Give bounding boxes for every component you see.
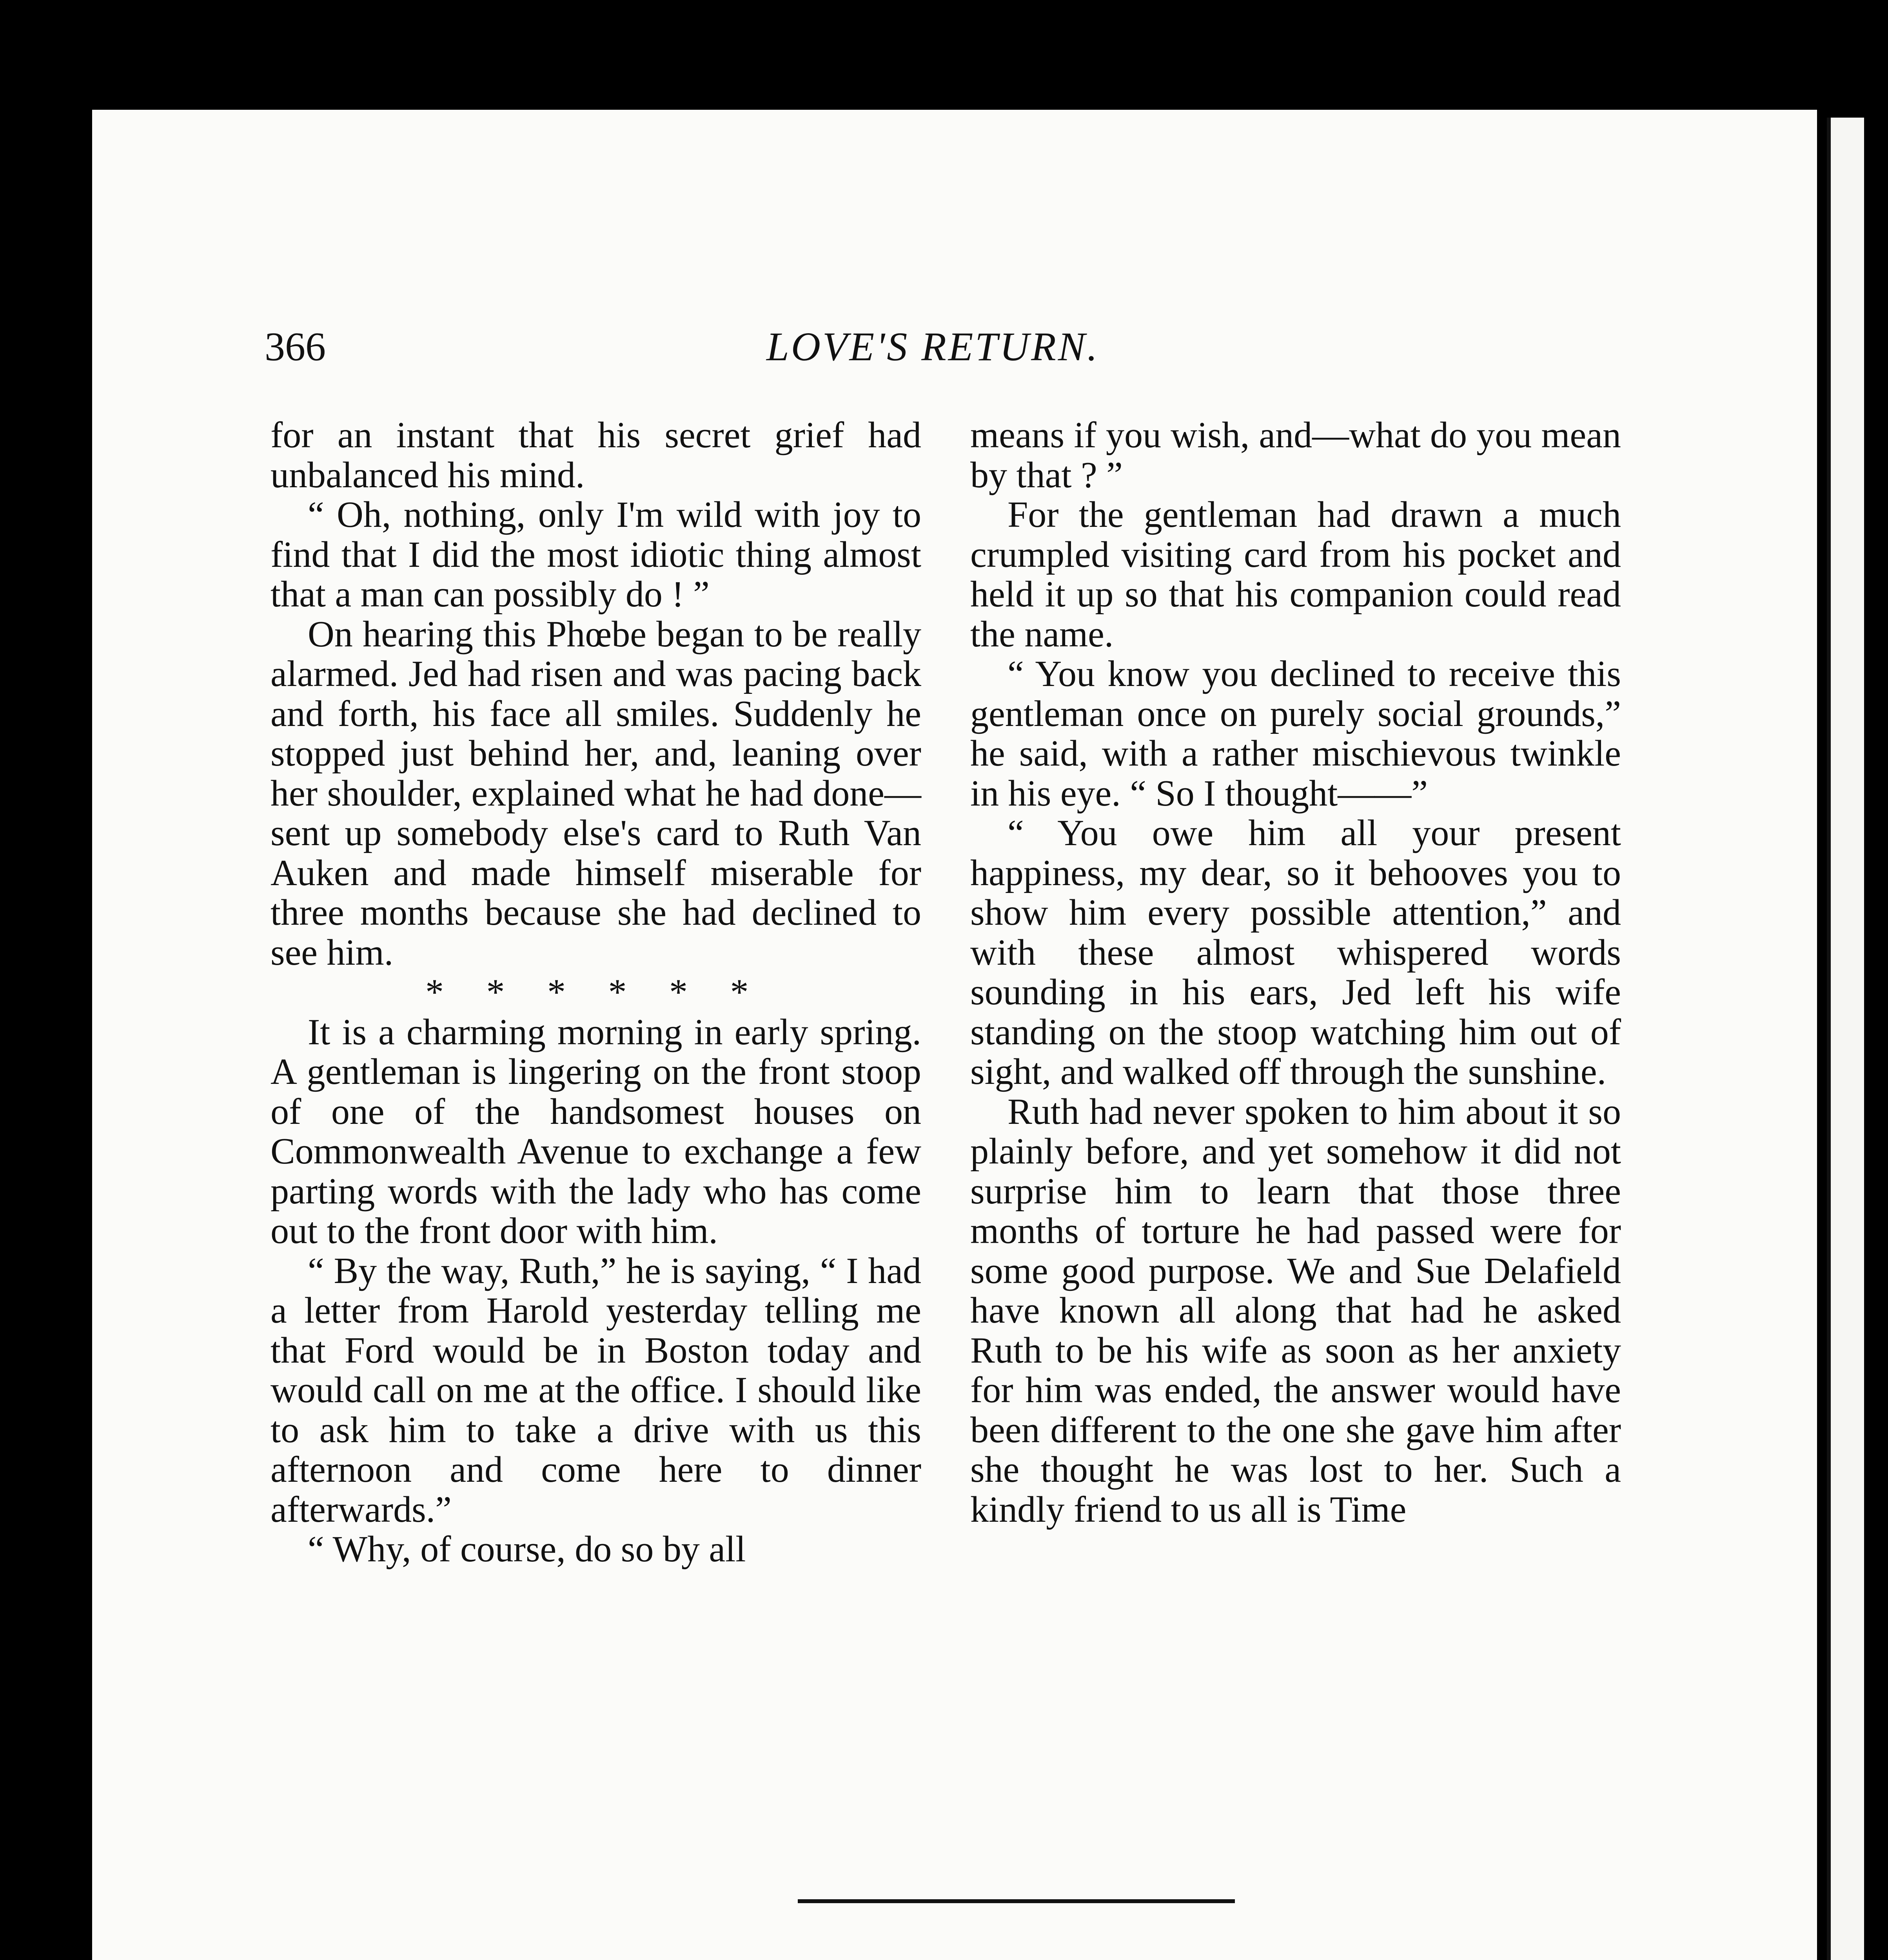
running-head: [92, 323, 1817, 367]
paragraph: “ You owe him all your present happiness, my dear, so it behooves you to show him every possible attention,” and with these almost whispered words sounding in his ears, Jed left his wife standing on the stoop watching him out of sight, and walked off through the sunshine.: [970, 813, 1621, 1092]
magazine-page: [92, 110, 1817, 1960]
paragraph: “ Oh, nothing, only I'm wild with joy to find that I did the most idiotic thing almost that a man can possibly do ! ”: [270, 494, 921, 615]
running-title: LOVE'S RETURN.: [766, 324, 1100, 369]
page-number: 366: [265, 324, 326, 369]
section-separator: * * * * * *: [425, 972, 749, 1013]
section-rule: [798, 1899, 1235, 1903]
paragraph: “ Why, of course, do so by all: [308, 1529, 746, 1570]
left-column: [270, 416, 921, 1570]
paragraph: On hearing this Phœbe began to be really alarmed. Jed had risen and was pacing back and forth, his face all smiles. Suddenly he stopped just behind her, and, leaning over her shoulder, explained what he had done—sent up somebody else's card to Ruth Van Auken and made himself miserable for three months because she had declined to see him.: [270, 613, 921, 973]
paragraph: means if you wish, and—what do you mean by that ? ”: [970, 415, 1621, 495]
paragraph: for an instant that his secret grief had unbalanced his mind.: [270, 415, 921, 495]
paragraph: “ By the way, Ruth,” he is saying, “ I had a letter from Harold yesterday telling me that Ford would be in Boston today and would call on me at the office. I should like to ask him to take a drive with us this afternoon and come here to dinner afterwards.”: [270, 1250, 921, 1530]
next-page-edge: [1827, 118, 1864, 1960]
paragraph: Ruth had never spoken to him about it so plainly before, and yet somehow it did not surprise him to learn that those three months of torture he had passed were for some good purpose. We and Sue Delafield have known all along that had he asked Ruth to be his wife as soon as her anxiety for him was ended, the answer would have been different to the one she gave him after she thought he was lost to her. Such a kindly friend to us all is Time: [970, 1091, 1621, 1530]
paragraph: It is a charming morning in early spring. A gentleman is lingering on the front stoop of one of the handsomest houses on Commonwealth Avenue to exchange a few parting words with the lady who has come out to the front door with him.: [270, 1011, 921, 1251]
paragraph: For the gentleman had drawn a much crumpled visiting card from his pocket and held it up so that his companion could read the name.: [970, 494, 1621, 655]
paragraph: “ You know you declined to receive this gentleman once on purely social grounds,” he said, with a rather mischievous twinkle in his eye. “ So I thought——”: [970, 653, 1621, 814]
right-column: [970, 416, 1621, 1530]
